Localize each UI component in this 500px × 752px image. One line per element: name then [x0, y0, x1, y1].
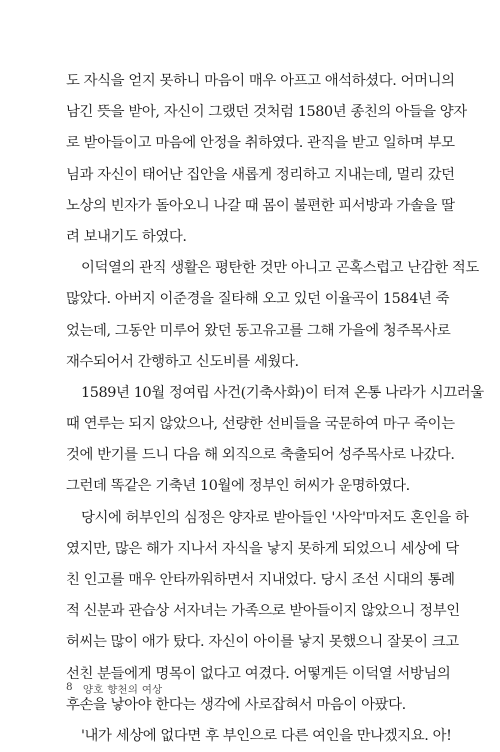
text-line: 그런데 똑같은 기축년 10월에 정부인 허씨가 운명하였다.	[66, 478, 410, 495]
text-line: 선친 분들에게 명목이 없다고 여겼다. 어떻게든 이덕열 서방님의	[66, 665, 451, 682]
text-line: 때 연루는 되지 않았으나, 선량한 선비들을 국문하여 마구 죽이는	[66, 416, 455, 433]
text-line: 1589년 10월 정여립 사건(기축사화)이 터져 온통 나라가 시끄러울	[81, 384, 484, 401]
text-line: 후손을 낳아야 한다는 생각에 사로잡혀서 마음이 아팠다.	[66, 696, 406, 713]
text-line: 허씨는 많이 애가 탔다. 자신이 아이를 낳지 못했으니 잘못이 크고	[66, 634, 459, 651]
text-line: 님과 자신이 태어난 집안을 새롭게 정리하고 지내는데, 멀리 갔던	[66, 166, 455, 183]
text-line: 당시에 허부인의 심정은 양자로 받아들인 '사악'마저도 혼인을 하	[81, 509, 469, 526]
text-line: '내가 세상에 없다면 후 부인으로 다른 여인을 만나겠지요. 아!	[81, 727, 452, 744]
text-line: 로 받아들이고 마음에 안정을 취하였다. 관직을 받고 일하며 부모	[66, 135, 455, 152]
text-line: 남긴 뜻을 받아, 자신이 그랬던 것처럼 1580년 종친의 아들을 양자	[66, 104, 467, 121]
text-line: 였지만, 많은 해가 지나서 자식을 낳지 못하게 되었으니 세상에 닥	[66, 540, 459, 557]
text-line: 적 신분과 관습상 서자녀는 가족으로 받아들이지 않았으니 정부인	[66, 603, 460, 620]
text-line: 친 인고를 매우 안타까워하면서 지내었다. 당시 조선 시대의 통례	[66, 572, 455, 588]
text-line: 었는데, 그동안 미루어 왔던 동고유고를 그해 가을에 청주목사로	[66, 322, 451, 339]
page-number: 8	[66, 681, 73, 693]
text-line: 많았다. 아버지 이준경을 질타해 오고 있던 이율곡이 1584년 죽	[66, 291, 450, 308]
page-footer	[66, 681, 163, 696]
body-text	[66, 66, 484, 752]
text-line: 노상의 빈자가 돌아오니 나갈 때 몸이 불편한 피서방과 가솔을 딸	[66, 197, 455, 214]
text-line: 도 자식을 얻지 못하니 마음이 매우 아프고 애석하셨다. 어머니의	[66, 73, 455, 89]
text-line: 것에 반기를 드니 다음 해 외직으로 축출되어 성주목사로 나갔다.	[66, 447, 455, 464]
text-line: 려 보내기도 하였다.	[66, 228, 187, 245]
text-line: 이덕열의 관직 생활은 평탄한 것만 아니고 곤혹스럽고 난감한 적도	[81, 260, 479, 277]
text-line: 재수되어서 간행하고 신도비를 세웠다.	[66, 353, 299, 370]
running-title: 양호 향천의 여상	[82, 684, 163, 696]
